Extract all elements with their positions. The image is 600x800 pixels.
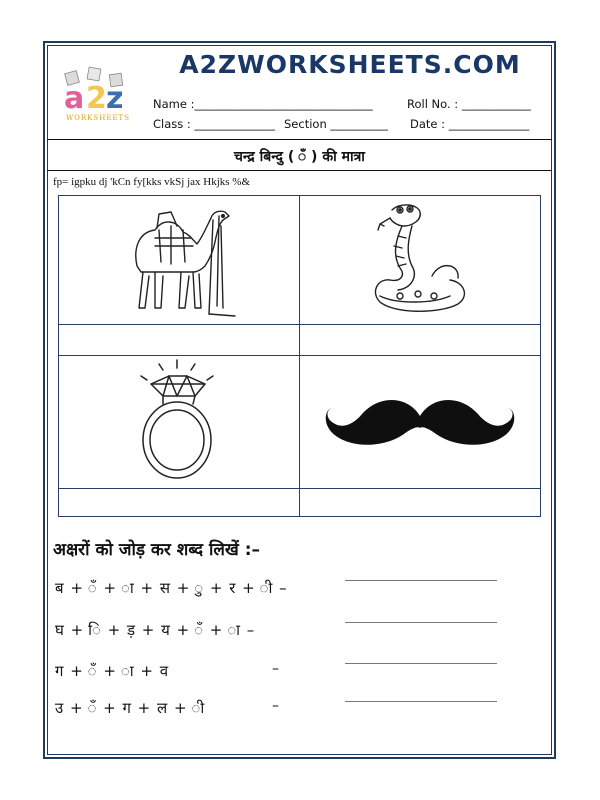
moustache-icon [300, 356, 540, 488]
answer-line-3[interactable] [345, 663, 497, 664]
class-label: Class : [153, 117, 191, 131]
answer-cell-2[interactable] [299, 324, 541, 356]
exercise-4: उ + ँ + ग + ल + ी [55, 699, 206, 717]
picture-cell-camel [58, 195, 300, 325]
class-field [153, 117, 275, 131]
picture-cell-moustache [299, 355, 541, 489]
exercise-3-dash: – [272, 661, 279, 677]
answer-cell-3[interactable] [58, 488, 300, 517]
a2z-logo [58, 66, 138, 122]
picture-cell-ring [58, 355, 300, 489]
answer-line-1[interactable] [345, 580, 497, 581]
date-blank[interactable]: ______________ [448, 117, 530, 131]
date-label: Date : [410, 117, 446, 131]
section-label: Section [284, 117, 327, 131]
answer-line-2[interactable] [345, 622, 497, 623]
ring-icon [59, 356, 299, 488]
header-divider [47, 139, 552, 140]
roll-label: Roll No. : [407, 97, 459, 111]
name-label: Name : [153, 97, 195, 111]
exercise-3: ग + ँ + ा + व [55, 662, 170, 680]
answer-cell-4[interactable] [299, 488, 541, 517]
topic-divider [47, 170, 552, 171]
site-title[interactable]: A2ZWORKSHEETS.COM [179, 50, 521, 79]
answer-line-4[interactable] [345, 701, 497, 702]
instruction-text: fp= igpku dj 'kCn fy[kks vkSj jax Hkjks %& [53, 176, 251, 188]
logo-subtext: WORKSHEETS [65, 114, 131, 122]
roll-field [407, 97, 531, 111]
svg-text:2: 2 [86, 81, 107, 116]
exercise-1: ब + ँ + ा + स + ु + र + ी – [55, 579, 288, 597]
answer-cell-1[interactable] [58, 324, 300, 356]
exercise-4-dash: – [272, 698, 279, 714]
svg-text:a: a [64, 81, 85, 116]
roll-blank[interactable]: ____________ [461, 97, 531, 111]
camel-icon [59, 196, 299, 324]
section-title: अक्षरों को जोड़ कर शब्द लिखें :– [53, 540, 261, 560]
name-blank[interactable]: _______________________________ [194, 97, 373, 111]
picture-grid [58, 195, 541, 517]
exercise-2: घ + ि + ड़ + य + ँ + ा – [55, 621, 256, 639]
section-field [284, 117, 388, 131]
section-blank[interactable]: __________ [330, 117, 388, 131]
name-field [153, 97, 373, 111]
picture-cell-snake [299, 195, 541, 325]
svg-text:z: z [106, 81, 124, 116]
snake-icon [300, 196, 540, 324]
class-blank[interactable]: ______________ [194, 117, 275, 131]
date-field [410, 117, 529, 131]
topic-heading: चन्द्र बिन्दु ( ँ ) की मात्रा [234, 149, 365, 165]
